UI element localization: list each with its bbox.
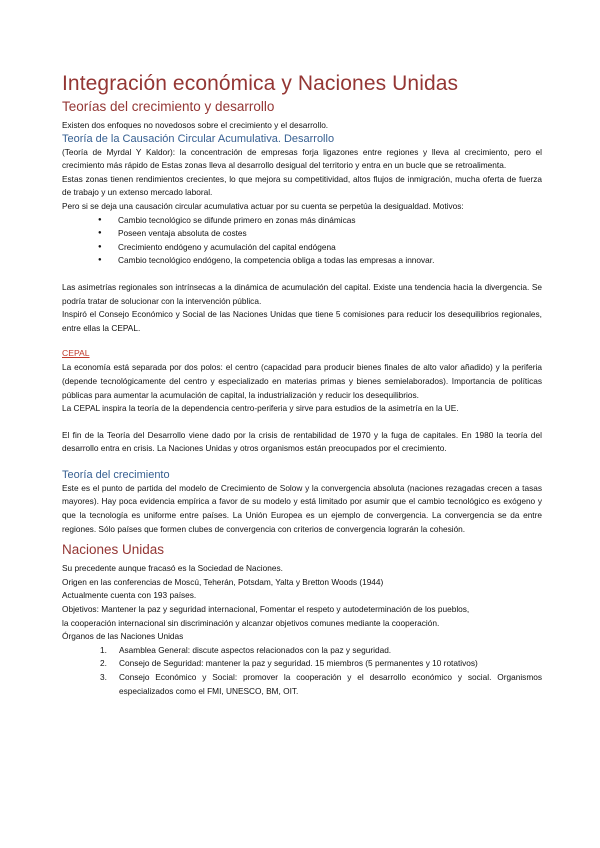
list-item: ● Crecimiento endógeno y acumulación del capital endógena [98,241,542,255]
spacer [62,416,542,429]
paragraph: Origen en las conferencias de Moscú, Teherán, Potsdam, Yalta y Bretton Woods (1944) [62,576,384,587]
section-heading-un: Naciones Unidas [62,542,165,558]
paragraph: Estas zonas tienen rendimientos crecientes, lo que mejora su competitividad, altos flujos de inmigración, mucha oferta de fuerza de trabajo y un extenso mercado laboral. [62,173,542,198]
organs-list [62,644,542,698]
paragraph: Objetivos: Mantener la paz y seguridad internacional, Fomentar el respeto y autodeterminación de los pueblos, [62,604,470,615]
document-body [62,72,542,698]
section-heading-theories: Teorías del crecimiento y desarrollo [62,99,275,114]
cepal-link[interactable]: CEPAL [62,348,90,359]
paragraph: Inspiró el Consejo Económico y Social de las Naciones Unidas que tiene 5 comisiones para reducir los desequilibrios regionales, entre ellas la CEPAL. [62,309,542,333]
list-item: ● Cambio tecnológico se difunde primero en zonas más dinámicas [98,214,542,228]
list-item: 2. Consejo de Seguridad: mantener la paz y seguridad. 15 miembros (5 permanentes y 10 rotativos) [100,658,478,669]
spacer [62,456,542,469]
spacer [62,268,542,281]
subheading-growth: Teoría del crecimiento [62,468,170,481]
paragraph: Este es el punto de partida del modelo de Crecimiento de Solow y la convergencia absoluta (naciones rezagadas crecen a tasas mayores). Hay poca evidencia empírica a favor de su modelo y está limitado por asumir que el cambio tecnológico es exógeno y que la tecnología es uniforme entre países. La Unión Europea es un ejemplo de convergencia. La convergencia se da entre regiones. Sólo países que formen clubes de convergencia con criterios de convergencia lograrán la cohesión. [62,482,542,534]
paragraph: (Teoría de Myrdal Y Kaldor): la concentración de empresas forja ligazones entre regiones y lleva al crecimiento, pero el crecimiento más rápido de Estas zonas lleva al desarrollo desigual del territorio y entra en un bucle que se retroalimenta. [62,146,542,171]
paragraph: Pero si se deja una causación circular acumulativa actuar por su cuenta se perpetúa la desigualdad. Motivos: [62,200,464,211]
list-item: 3. Consejo Económico y Social: promover la cooperación y el desarrollo económico y social. Organismos especializados como el FMI, UNESCO, BM, OIT. [100,672,542,696]
paragraph: Su precedente aunque fracasó es la Sociedad de Naciones. [62,563,283,574]
page-title: Integración económica y Naciones Unidas [62,72,459,95]
paragraph: La CEPAL inspira la teoría de la dependencia centro-periferia y sirve para estudios de la asimetría en la UE. [62,403,459,414]
paragraph: Actualmente cuenta con 193 países. [62,590,197,601]
list-item: ● Poseen ventaja absoluta de costes [98,227,542,241]
list-item: 1. Asamblea General: discute aspectos relacionados con la paz y seguridad. [100,644,392,655]
intro-paragraph: Existen dos enfoques no novedosos sobre el crecimiento y el desarrollo. [62,120,329,130]
paragraph: la cooperación internacional sin discriminación y alcanzar objetivos comunes mediante la cooperación. [62,617,440,628]
motives-list [62,214,542,268]
list-item: ● Cambio tecnológico endógeno, la competencia obliga a todas las empresas a innovar. [98,254,542,268]
paragraph: Las asimetrías regionales son intrínsecas a la dinámica de acumulación del capital. Existe una tendencia hacia la divergencia. Se podría tratar de solucionar con la intervención pública. [62,281,542,306]
paragraph: La economía está separada por dos polos: el centro (capacidad para producir bienes finales de alto valor añadido) y la periferia (depende tecnológicamente del centro y especializado en materias primas y bienes semielaborados). Importancia de políticas públicas para aumentar la acumulación de capital, la industrialización y reducir los desequilibrios. [62,362,542,400]
paragraph: El fin de la Teoría del Desarrollo viene dado por la crisis de rentabilidad de 1970 y la fuga de capitales. En 1980 la teoría del desarrollo entra en crisis. La Naciones Unidas y otros organismos están preocupados por el crecimiento. [62,429,542,454]
paragraph: Órganos de las Naciones Unidas [62,631,184,642]
subheading-causation: Teoría de la Causación Circular Acumulativa. Desarrollo [62,132,335,145]
